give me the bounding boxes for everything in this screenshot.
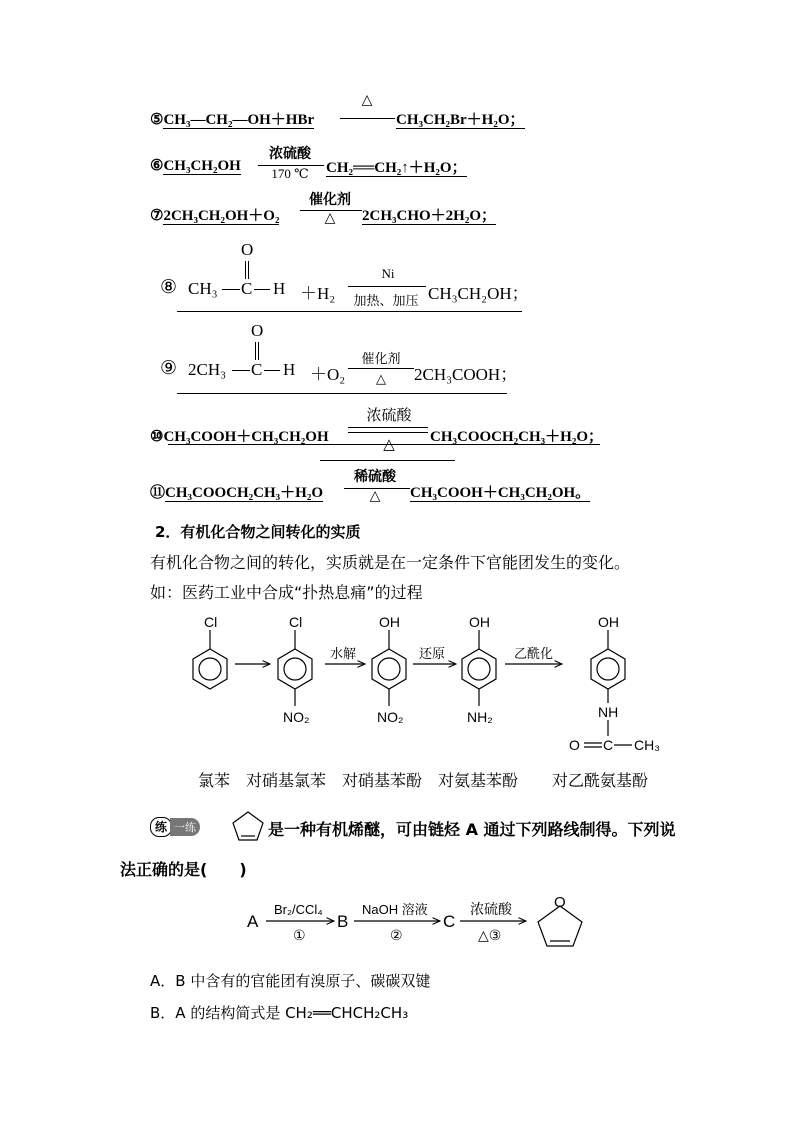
- hydroxy-label: OH: [469, 614, 490, 630]
- reagent: ＋O₂: [310, 365, 346, 384]
- products: [362, 204, 496, 225]
- product-text: CH₂══CH₂↑＋H₂O；: [326, 160, 467, 176]
- example-line: 如：医药工业中合成“扑热息痛”的过程: [150, 583, 423, 602]
- option-b: B．A 的结构简式是 CH₂══CHCH₂CH₃: [150, 1004, 409, 1022]
- reaction-arrow: [348, 286, 426, 287]
- compound-name: 对硝基苯酚: [342, 771, 423, 790]
- compound-name: 对硝基氯苯: [246, 771, 327, 790]
- amide-nh-label: NH: [598, 704, 619, 720]
- reactants: CH₃CH₂OH: [163, 158, 241, 174]
- product-text: CH₃CH₂Br＋H₂O；: [396, 112, 525, 128]
- compound-name: 对氨基苯酚: [438, 771, 519, 790]
- bond: [254, 289, 270, 290]
- condition-bottom: △: [324, 211, 336, 226]
- reverse-arrow: [348, 432, 428, 433]
- paragraph: 有机化合物之间的转化，实质就是在一定条件下官能团发生的变化。: [150, 553, 631, 572]
- chloro-label: Cl: [204, 614, 218, 630]
- reaction-10: [150, 425, 329, 446]
- products: 2CH₃COOH；: [414, 365, 518, 384]
- compound-c: C: [443, 912, 456, 931]
- carbonyl-oxygen: O: [241, 240, 254, 259]
- amino-label: NH₂: [467, 709, 493, 725]
- products: CH₃COOCH₂CH₃＋H₂O；: [430, 429, 603, 445]
- condition-top: 浓硫酸: [366, 406, 412, 424]
- reduction-label: 还原: [419, 646, 446, 661]
- hydrogen: H: [283, 360, 296, 379]
- reactants: CH₃COOCH₂CH₃＋H₂O: [165, 485, 324, 501]
- condition-bottom: 加热、加压: [353, 294, 419, 309]
- question-text: 法正确的是( ): [120, 860, 247, 879]
- hydrogen: H: [273, 279, 286, 298]
- reaction-number: ⑨: [160, 358, 178, 379]
- hydroxy-label: OH: [379, 614, 400, 630]
- bond: [264, 370, 280, 371]
- dihydrofuran-structure: [228, 806, 268, 846]
- chloro-label: Cl: [289, 614, 303, 630]
- option-a: A．B 中含有的官能团有溴原子、碳碳双键: [150, 972, 431, 990]
- bond: [222, 289, 240, 290]
- badge-circle: 练: [150, 817, 172, 837]
- carbonyl-o-label: O: [569, 737, 580, 753]
- step1-reagent: Br₂/CCl₄: [274, 902, 323, 917]
- p-nitrophenol-structure: [372, 630, 406, 706]
- methyl-label: CH₃: [634, 737, 660, 753]
- carbonyl-c-label: C: [603, 737, 614, 753]
- reaction-11: [150, 481, 323, 502]
- methyl-group: CH₃: [188, 279, 218, 298]
- answer-underline: [168, 444, 600, 445]
- compound-a: A: [247, 912, 259, 931]
- compound-name: 对乙酰氨基酚: [552, 771, 649, 790]
- condition-top: 催化剂: [309, 192, 351, 208]
- paracetamol-structure: [584, 630, 632, 747]
- condition-top: Ni: [381, 266, 395, 281]
- question-text: 是一种有机烯醚，可由链烃 A 通过下列路线制得。下列说: [268, 820, 676, 839]
- reaction-number: ⑦: [150, 208, 164, 224]
- answer-underline: [320, 460, 455, 461]
- p-nitrochlorobenzene-structure: [278, 630, 312, 706]
- badge-label: 一练: [170, 818, 200, 836]
- answer-underline: [177, 311, 522, 312]
- reaction-number: ⑤: [150, 112, 164, 128]
- reaction-7: [150, 204, 279, 225]
- bond: [232, 370, 250, 371]
- step1-number: ①: [293, 927, 306, 943]
- step2-reagent: NaOH 溶液: [362, 902, 428, 917]
- reaction-number: ⑥: [150, 158, 164, 174]
- p-aminophenol-structure: [462, 630, 496, 706]
- reaction-number: ⑪: [150, 485, 166, 501]
- condition-top: 浓硫酸: [269, 146, 311, 162]
- reactants: 2CH₃CH₂OH＋O₂: [163, 208, 280, 224]
- compound-name: 氯苯: [198, 771, 231, 790]
- ring-oxygen: O: [554, 894, 566, 911]
- hydrolysis-label: 水解: [330, 646, 357, 661]
- product-text: 2CH₃CHO＋2H₂O；: [362, 208, 496, 224]
- dihydrofuran-product: [538, 906, 582, 946]
- hydroxy-label: OH: [598, 614, 619, 630]
- answer-underline: [177, 393, 507, 394]
- reactants: CH₃COOH＋CH₃CH₂OH: [163, 429, 329, 445]
- compound-b: B: [337, 912, 349, 931]
- step3-reagent: 浓硫酸: [470, 901, 512, 917]
- carbonyl-carbon: C: [241, 279, 253, 298]
- synthesis-scheme: [0, 600, 794, 770]
- condition-top: 稀硫酸: [354, 469, 396, 485]
- double-bond: [245, 261, 249, 279]
- nitro-label: NO₂: [283, 709, 310, 725]
- products: [326, 156, 467, 177]
- chlorobenzene-structure: [193, 630, 227, 689]
- reaction-arrow: [340, 118, 395, 119]
- condition-bottom: △: [376, 371, 386, 386]
- reactants: CH₃—CH₂—OH＋HBr: [163, 112, 315, 128]
- carbonyl-carbon: C: [251, 360, 263, 379]
- reaction-number: ⑩: [150, 429, 164, 445]
- reaction-6: [150, 156, 241, 175]
- reaction-number: ⑧: [160, 277, 178, 298]
- nitro-label: NO₂: [377, 709, 404, 725]
- reaction-5: [150, 108, 314, 129]
- product-text: CH₃COOH＋CH₃CH₂OH。: [410, 485, 591, 501]
- practice-badge: [150, 818, 200, 836]
- reaction-route: [0, 880, 794, 960]
- acetylation-label: 乙酰化: [514, 646, 554, 661]
- methyl-group: 2CH₃: [188, 360, 227, 379]
- condition-bottom: △: [369, 489, 381, 504]
- forward-arrow: [348, 427, 428, 428]
- products: [410, 481, 590, 502]
- section-heading: 2．有机化合物之间转化的实质: [155, 523, 361, 541]
- condition-bottom: △: [383, 437, 395, 453]
- reaction-arrow: [348, 368, 414, 369]
- double-bond: [255, 342, 259, 360]
- products: [396, 108, 525, 129]
- carbonyl-oxygen: O: [251, 321, 264, 340]
- condition-top: 催化剂: [361, 352, 401, 367]
- condition-bottom: 170 ℃: [271, 166, 309, 181]
- step3-number: △③: [478, 927, 502, 943]
- step2-number: ②: [390, 927, 403, 943]
- condition-top: △: [361, 93, 373, 108]
- reagent: ＋H₂: [300, 284, 336, 303]
- products: CH₃CH₂OH；: [428, 284, 529, 303]
